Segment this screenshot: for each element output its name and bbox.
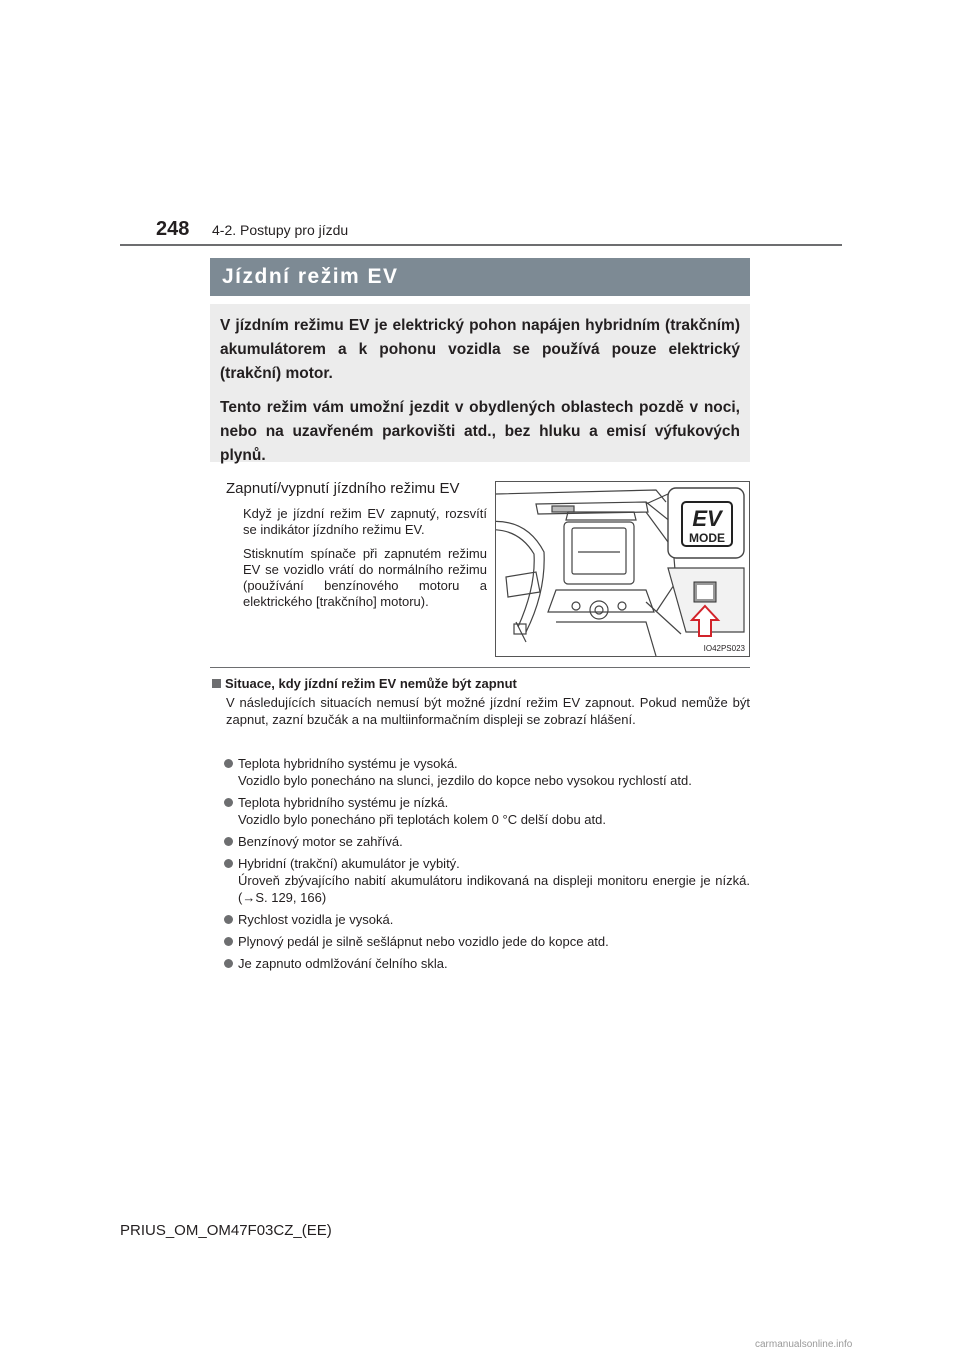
watermark[interactable]: carmanualsonline.info <box>755 1339 853 1350</box>
toggle-heading: Zapnutí/vypnutí jízdního režimu EV <box>226 480 460 497</box>
list-item: Hybridní (trakční) akumulátor je vybitý. Úroveň zbývajícího nabití akumulátoru indikovaná na displeji monitoru energie je nízká. (→S. 129, 166) <box>224 855 750 906</box>
list-item: Teplota hybridního systému je nízká. Vozidlo bylo ponecháno při teplotách kolem 0 °C delší dobu atd. <box>224 794 750 828</box>
mode-label: MODE <box>689 531 725 545</box>
circle-bullet-icon <box>224 915 233 924</box>
page-title: Jízdní režim EV <box>210 258 750 296</box>
intro-paragraph-2: Tento režim vám umožní jezdit v obydlených oblastech pozdě v noci, nebo na uzavřeném parkovišti atd., bez hluku a emisí výfukových plynů. <box>220 399 740 464</box>
dashboard-drawing <box>496 482 749 656</box>
document-code: PRIUS_OM_OM47F03CZ_(EE) <box>120 1222 332 1239</box>
circle-bullet-icon <box>224 759 233 768</box>
circle-bullet-icon <box>224 859 233 868</box>
intro-paragraph-1: V jízdním režimu EV je elektrický pohon napájen hybridním (trakčním) akumulátorem a k pohonu vozidla se používá pouze elektrický (trakční) motor. <box>220 317 740 382</box>
situations-list <box>224 755 750 977</box>
list-item: Teplota hybridního systému je vysoká. Vozidlo bylo ponecháno na slunci, jezdilo do kopce nebo vysokou rychlostí atd. <box>224 755 750 789</box>
ev-switch-panel <box>668 568 744 636</box>
ev-mode-button-callout <box>668 488 744 558</box>
circle-bullet-icon <box>224 798 233 807</box>
situations-intro: V následujících situacích nemusí být možné jízdní režim EV zapnout. Pokud nemůže být zapnut, zazní bzučák a na multiinformačním displeji se zobrazí hlášení. <box>226 695 750 727</box>
circle-bullet-icon <box>224 959 233 968</box>
situations-heading <box>212 676 517 691</box>
square-bullet-icon <box>212 679 221 688</box>
list-item: Plynový pedál je silně sešlápnut nebo vozidlo jede do kopce atd. <box>224 933 750 950</box>
situations-heading-text: Situace, kdy jízdní režim EV nemůže být zapnut <box>225 676 517 691</box>
toggle-paragraph-2: Stisknutím spínače při zapnutém režimu EV se vozidlo vrátí do normálního režimu (používání benzínového motoru a elektrického [trakčního] motoru). <box>243 546 487 609</box>
toggle-description <box>243 506 487 618</box>
list-item: Rychlost vozidla je vysoká. <box>224 911 750 928</box>
header-rule <box>120 244 842 246</box>
intro-box <box>210 304 750 462</box>
dashboard-illustration <box>495 481 750 657</box>
circle-bullet-icon <box>224 837 233 846</box>
page-number: 248 <box>156 218 190 240</box>
illustration-code: IO42PS023 <box>703 644 745 653</box>
toggle-paragraph-1: Když je jízdní režim EV zapnutý, rozsvítí se indikátor jízdního režimu EV. <box>243 506 487 537</box>
ev-label: EV <box>692 506 722 531</box>
section-divider <box>210 667 750 668</box>
section-title: 4-2. Postupy pro jízdu <box>212 222 349 238</box>
list-item: Benzínový motor se zahřívá. <box>224 833 750 850</box>
list-item: Je zapnuto odmlžování čelního skla. <box>224 955 750 972</box>
circle-bullet-icon <box>224 937 233 946</box>
